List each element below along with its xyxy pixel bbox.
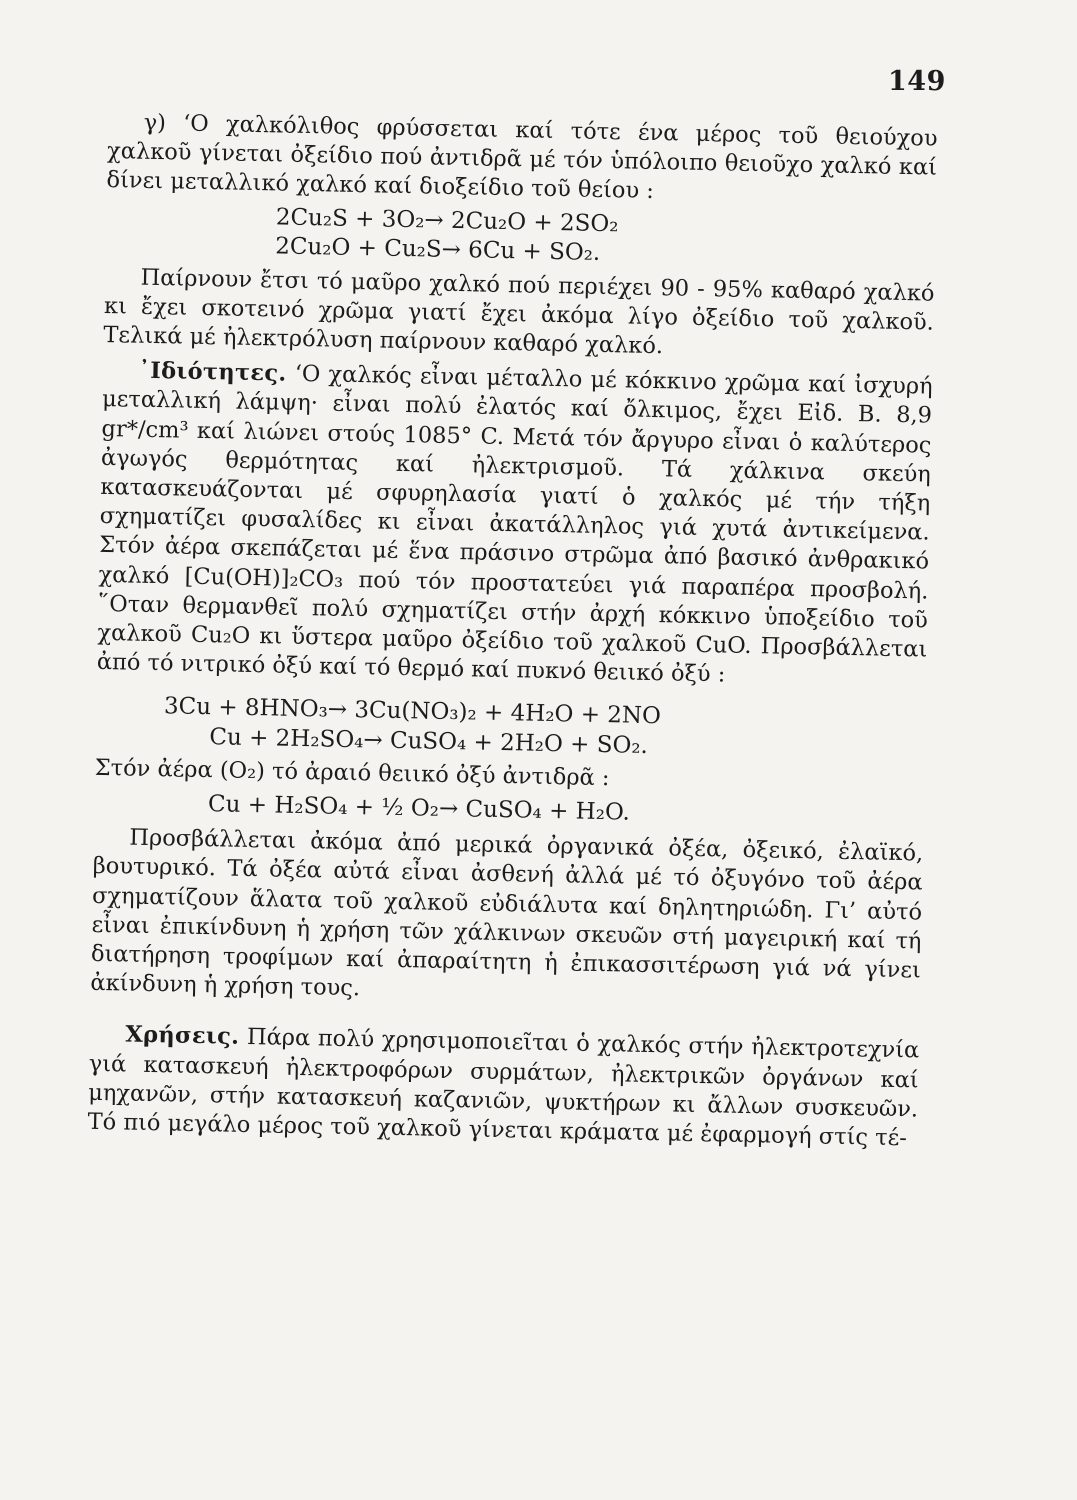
page-number: 149: [888, 66, 946, 97]
equation-2: 2Cu₂O + Cu₂S→ 6Cu + SO₂.: [274, 233, 601, 267]
paragraph-black-copper: Παίρνουν ἔτσι τό μαῦρο χαλκό πού περιέχει 90 - 95% καθαρό χαλκό κι ἔχει σκοτεινό χρῶμα γιατί ἔχει ἀκόμα λίγο ὀξείδιο τοῦ χαλκοῦ. Τελικά μέ ἠλεκτρόλυση παίρνουν καθαρό χαλκό.: [103, 264, 935, 360]
paragraph-organic-acids: Προσβάλλεται ἀκόμα ἀπό μερικά ὀργανικά ὀξέα, ὀξεικό, ἐλαϊκό, βουτυρικό. Τά ὀξέα αὐτά εἶναι ἀσθενή ἀλλά μέ τό ὀξυγόνο τοῦ ἀέρα σχηματίζουν ἅλατα τοῦ χαλκοῦ εὐδιάλυτα καί δηλητηριώδη. Γι’ αὐτό εἶναι ἐπικίνδυνη ἡ χρήση τῶν χάλκινων σκευῶν στή μαγειρική καί τή διατήρηση τροφίμων καί ἀπαραίτητη ἡ ἐπικασσιτέρωση γιά νά γίνει ἀκίνδυνη ἡ χρήση τους.: [90, 824, 924, 1002]
paragraph-dilute-acid: Στόν ἀέρα (O₂) τό ἀραιό θειικό ὀξύ ἀντιδρᾶ :: [94, 755, 610, 792]
paragraph-uses: [87, 1020, 919, 1153]
heading-properties: ᾿Ιδιότητες.: [138, 357, 287, 387]
equation-1: 2Cu₂S + 3O₂→ 2Cu₂O + 2SO₂: [275, 204, 619, 237]
uses-text: Πάρα πολύ χρησιμοποιεῖται ὁ χαλκός στήν ἠλεκτροτεχνία γιά κατασκευή ἠλεκτροφόρων συρμάτων, ἠλεκτρικῶν ὀργάνων καί μηχανῶν, στήν κατασκευή καζανιῶν, ψυκτήρων κι ἄλλων συσκευῶν. Τό πιό μεγάλο μέρος τοῦ χαλκοῦ γίνεται κράματα μέ ἐφαρμογή στίς τέ-: [87, 1024, 920, 1152]
paragraph-smelting: γ) ‘Ο χαλκόλιθος φρύσσεται καί τότε ένα μέρος τοῦ θειούχου χαλκοῦ γίνεται ὀξείδιο πού ἀντιδρᾶ μέ τόν ὑπόλοιπο θειοῦχο χαλκό καί δίνει μεταλλικό χαλκό καί διοξείδιο τοῦ θείου :: [106, 109, 938, 205]
equation-5: Cu + H₂SO₄ + ½ O₂→ CuSO₄ + H₂O.: [207, 790, 631, 826]
paragraph-properties: [97, 356, 933, 694]
heading-uses: Χρήσεις.: [125, 1021, 240, 1051]
equation-3: 3Cu + 8HNO₃→ 3Cu(NO₃)₂ + 4H₂O + 2NO: [163, 693, 662, 730]
properties-text: ‘Ο χαλκός εἶναι μέταλλο μέ κόκκινο χρῶμα καί ἰσχυρή μεταλλική λάμψη· εἶναι πολύ ἐλατός καί ὄλκιμος, ἔχει Εἰδ. Β. 8,9 gr*/cm³ καί λιώνει στούς 1085° C. Μετά τόν ἄργυρο εἶναι ὁ καλύτερος ἀγωγός θερμότητας καί ἠλεκτρισμοῦ. Τά χάλκινα σκεύη κατασκευάζονται μέ σφυρηλασία γιατί ὁ χαλκός μέ τήν τήξη σχηματίζει φυσαλίδες κι εἶναι ἀκατάλληλος γιά χυτά ἀντικείμενα. Στόν ἀέρα σκεπάζεται μέ ἕνα πράσινο στρῶμα ἀπό βασικό ἀνθρακικό χαλκό [Cu(OH)]₂CO₃ πού τόν προστατεύει γιά παραπέρα προσβολή. ῞Οταν θερμανθεῖ πολύ σχηματίζει στήν ἀρχή κόκκινο ὑποξείδιο τοῦ χαλκοῦ Cu₂O κι ὕστερα μαῦρο ὀξείδιο τοῦ χαλκοῦ CuO. Προσβάλλεται ἀπό τό νιτρικό ὀξύ καί τό θερμό καί πυκνό θειικό ὀξύ :: [96, 361, 933, 688]
page-body: [87, 108, 937, 1154]
equation-4: Cu + 2H₂SO₄→ CuSO₄ + 2H₂O + SO₂.: [209, 724, 649, 759]
